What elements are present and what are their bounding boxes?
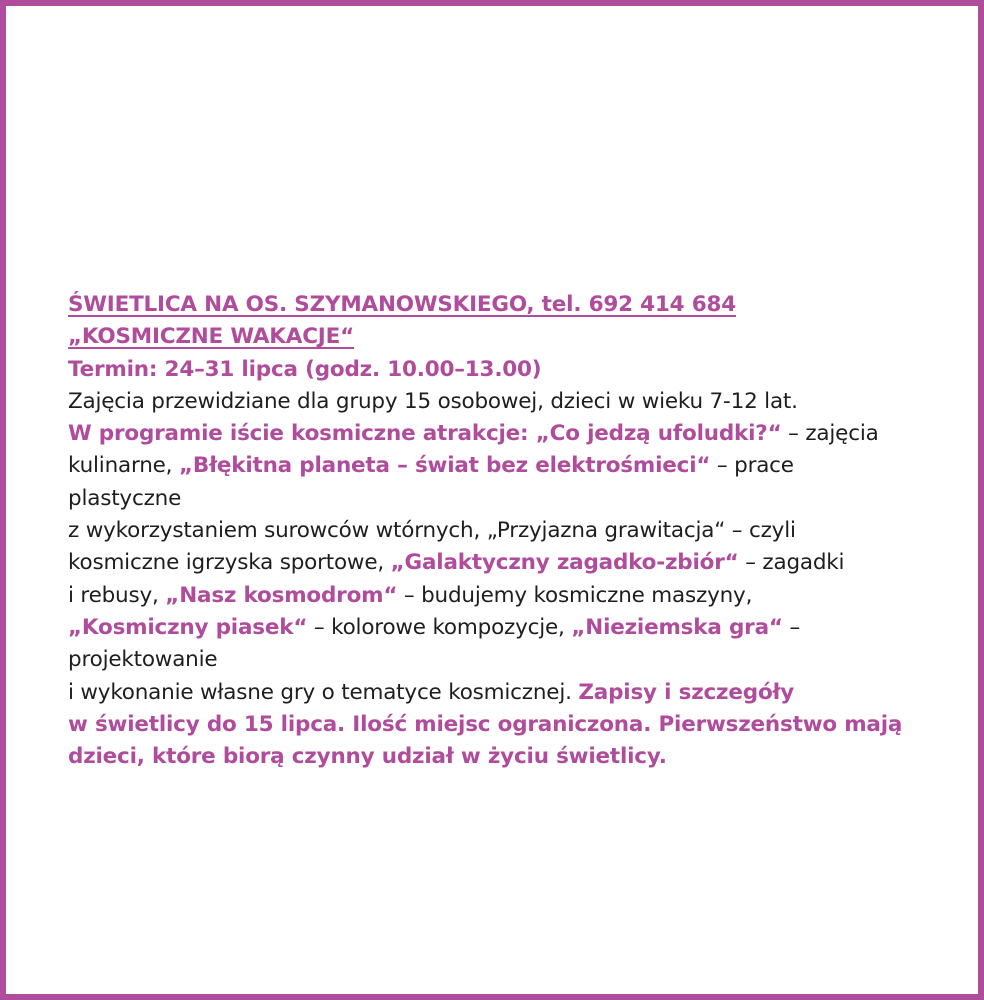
event-title: „KOSMICZNE WAKACJE“ [68,324,354,350]
activity-name: „Galaktyczny zagadko-zbiór“ [390,550,739,576]
activity-name: „Błękitna planeta – świat bez elektrośmieci“ [178,453,711,479]
body-line [68,612,948,644]
body-text: – budujemy kosmiczne maszyny, [397,582,753,608]
body-line [68,580,948,612]
signup-info: dzieci, które biorą czynny udział w życiu świetlicy. [68,744,667,770]
body-text: – zagadki [738,550,845,576]
activity-name: „Nasz kosmodrom“ [165,582,398,608]
program-intro: W programie iście kosmiczne atrakcje: „Co jedzą ufoludki?“ [68,421,782,447]
body-line [68,418,948,450]
body-text: – kolorowe kompozycje, [307,614,572,640]
body-line [68,450,948,482]
body-text: kosmiczne igrzyska sportowe, [68,550,391,576]
announcement-text [68,289,948,773]
body-line: plastyczne [68,485,182,511]
body-line: projektowanie [68,647,218,673]
body-text: – zajęcia [781,421,879,447]
body-text: i wykonanie własne gry o tematyce kosmicznej. [68,679,579,705]
signup-info: Zapisy i szczegóły [578,679,795,705]
body-line [68,547,948,579]
body-line: z wykorzystaniem surowców wtórnych, „Przyjazna grawitacja“ – czyli [68,518,796,544]
body-line: Zajęcia przewidziane dla grupy 15 osobowej, dzieci w wieku 7-12 lat. [68,388,798,414]
body-text: – prace [710,453,794,479]
body-line [68,677,948,709]
signup-info: w świetlicy do 15 lipca. Ilość miejsc ograniczona. Pierwszeństwo mają [68,711,903,737]
activity-name: „Kosmiczny piasek“ [68,614,308,640]
body-text: – [782,614,800,640]
venue-heading: ŚWIETLICA NA OS. SZYMANOWSKIEGO, tel. 692 414 684 [68,292,736,317]
body-text: i rebusy, [68,582,166,608]
event-term: Termin: 24–31 lipca (godz. 10.00–13.00) [68,356,542,382]
body-text: kulinarne, [68,453,179,479]
activity-name: „Nieziemska gra“ [571,614,783,640]
